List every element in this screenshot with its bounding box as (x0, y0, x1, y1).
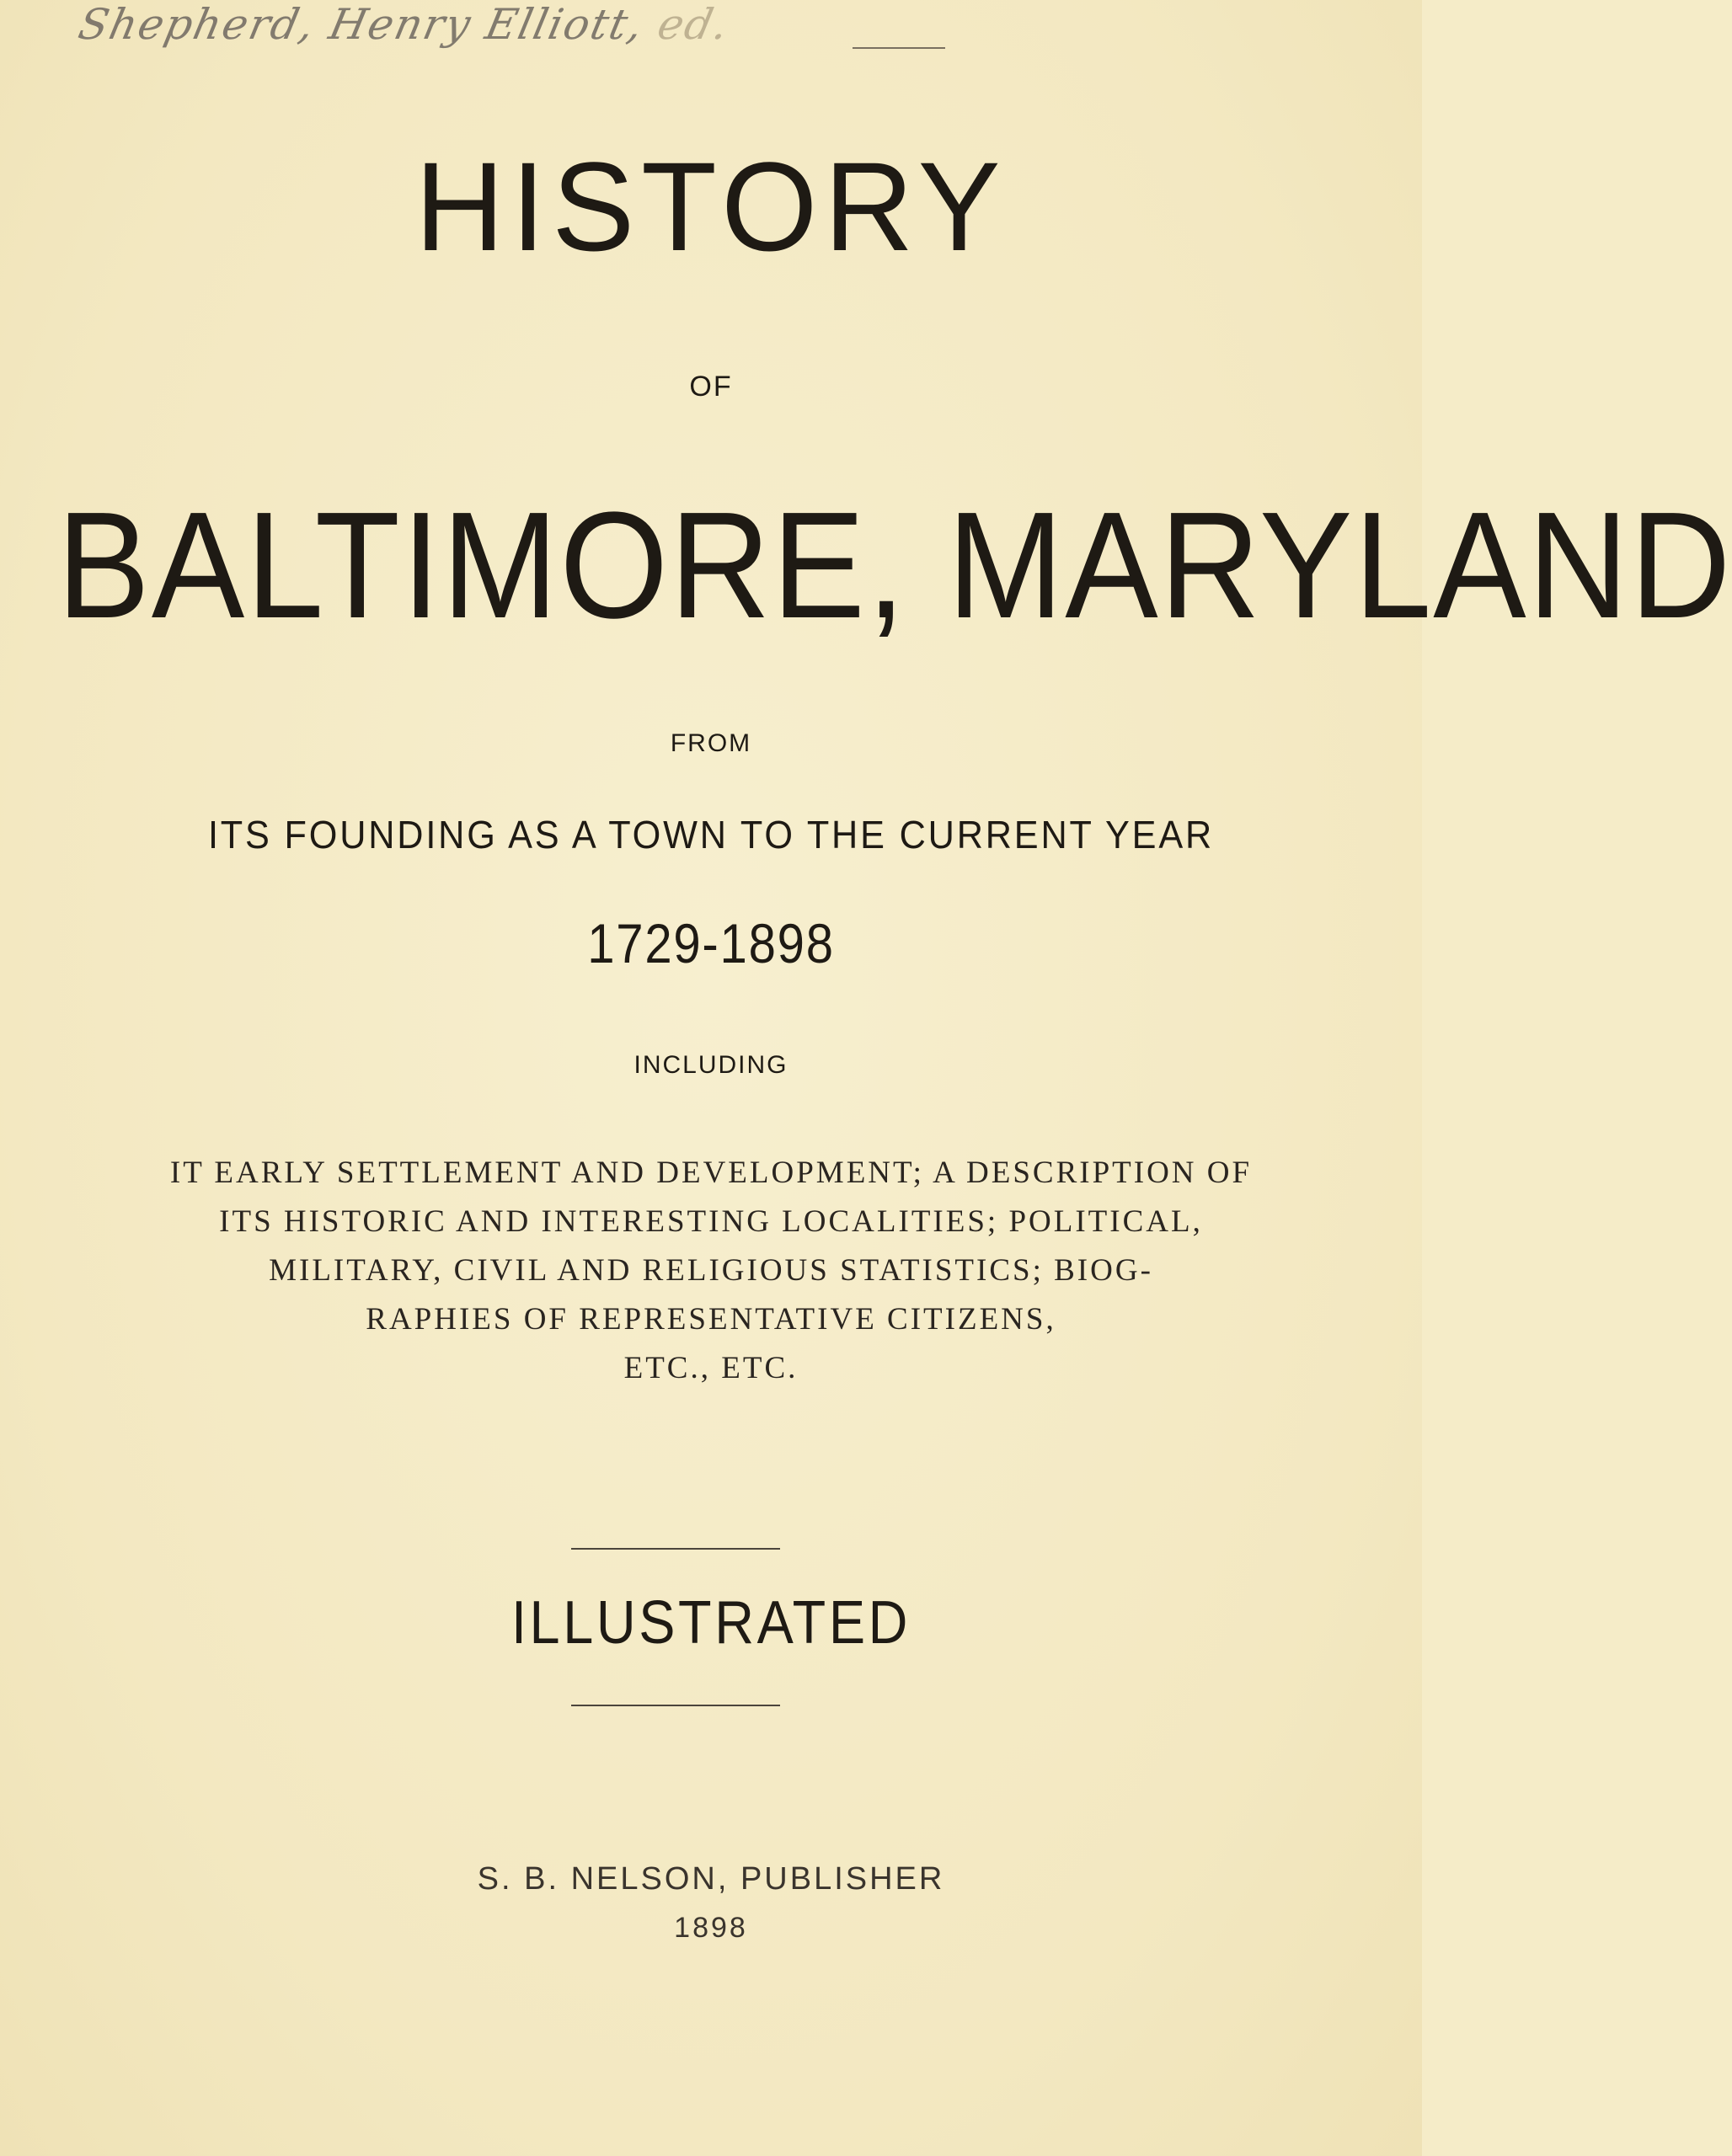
year-range: 1729-1898 (587, 912, 835, 974)
handwritten-attribution (70, 0, 969, 67)
publication-year: 1898 (674, 1912, 748, 1944)
handwritten-name: Shepherd, Henry Elliott, (74, 0, 650, 49)
description-line: ETC., ETC. (623, 1351, 799, 1385)
description-line: ITS HISTORIC AND INTERESTING LOCALITIES; POLITICAL, (219, 1204, 1203, 1239)
bottom-divider (571, 1705, 780, 1706)
including-label: INCLUDING (633, 1051, 788, 1079)
from-label: FROM (670, 729, 752, 757)
description-line: RAPHIES OF REPRESENTATIVE CITIZENS, (366, 1302, 1056, 1337)
title-of: OF (689, 371, 733, 403)
description-block (0, 1149, 1422, 1393)
subtitle: ITS FOUNDING AS A TOWN TO THE CURRENT YEAR (207, 813, 1215, 857)
handwritten-underline (853, 47, 945, 49)
publisher: S. B. NELSON, PUBLISHER (477, 1861, 945, 1897)
title-place: BALTIMORE, MARYLAND (56, 481, 1732, 650)
top-divider (571, 1548, 780, 1550)
description-line: IT EARLY SETTLEMENT AND DEVELOPMENT; A DESCRIPTION OF (169, 1155, 1253, 1190)
description-line: MILITARY, CIVIL AND RELIGIOUS STATISTICS; BIOG- (269, 1253, 1153, 1288)
illustrated-label: ILLUSTRATED (511, 1589, 911, 1657)
handwritten-suffix: ed. (653, 0, 735, 49)
title-history: HISTORY (414, 136, 1008, 277)
